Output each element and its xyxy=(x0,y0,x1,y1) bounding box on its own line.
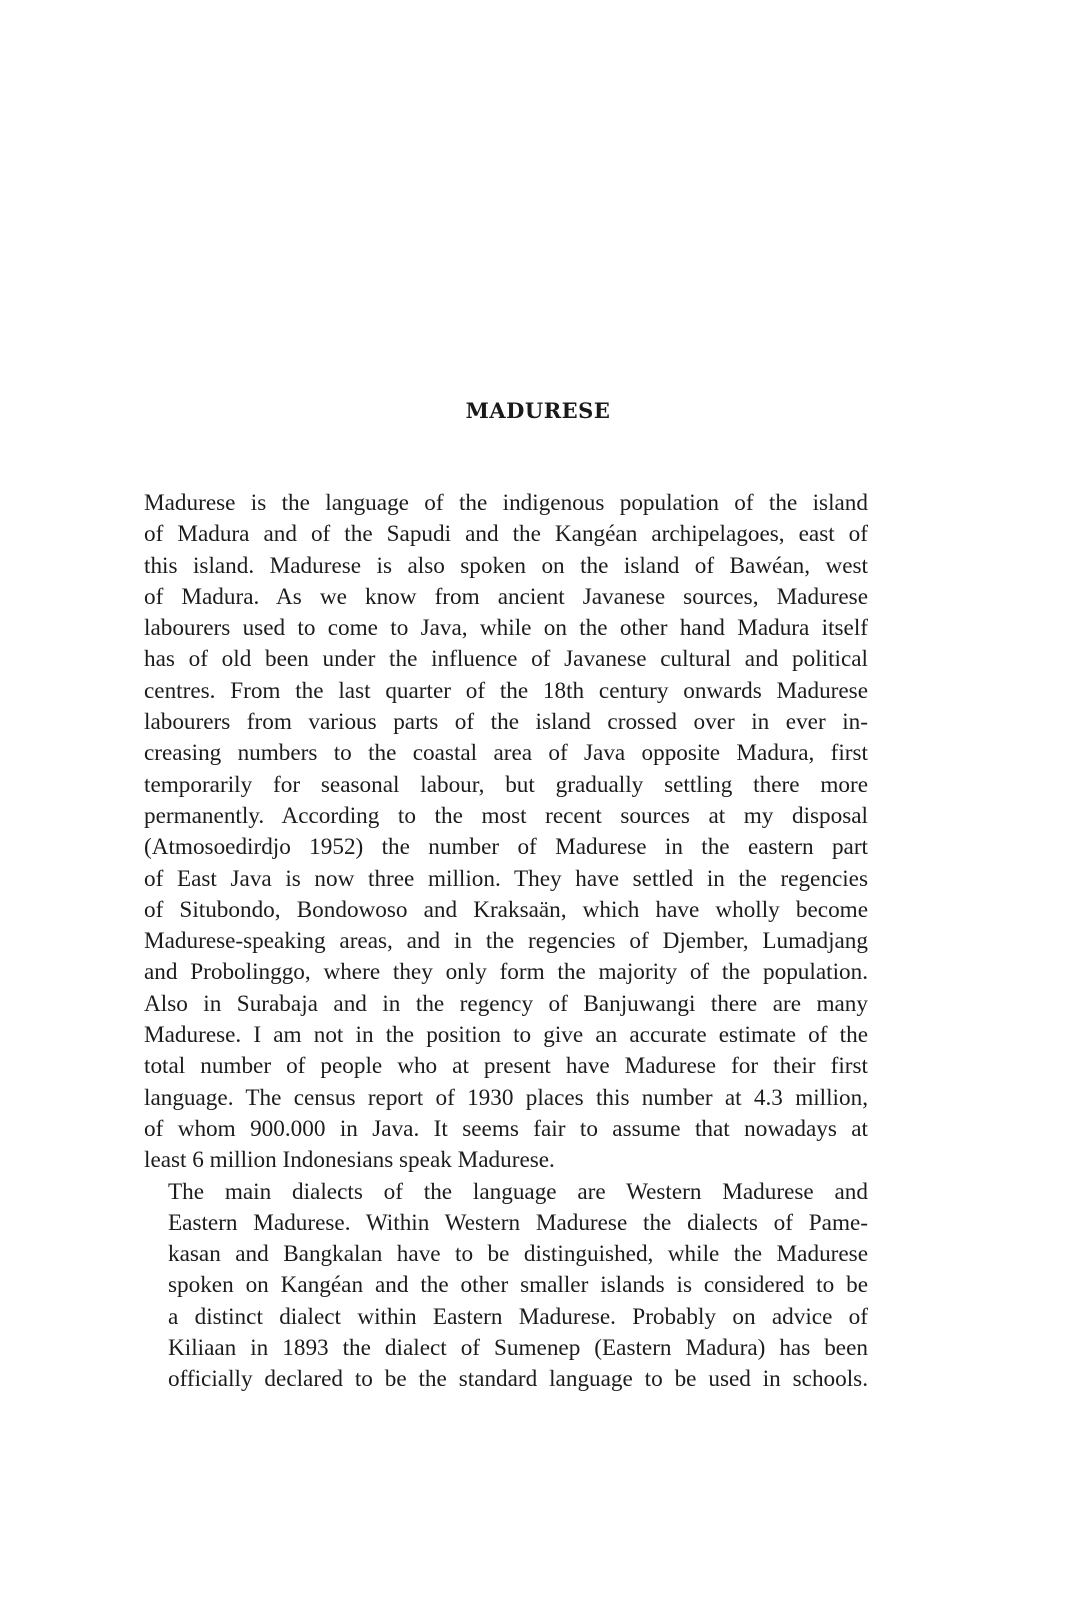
text-line: Kiliaan in 1893 the dialect of Sumenep (Eastern Madura) has been xyxy=(168,1335,868,1362)
text-line: Eastern Madurese. Within Western Madurese the dialects of Pame- xyxy=(168,1209,868,1236)
text-line: of Situbondo, Bondowoso and Kraksaän, which have wholly become xyxy=(144,896,868,923)
text-line: this island. Madurese is also spoken on the island of Bawéan, west xyxy=(144,552,868,579)
text-line: of Madura. As we know from ancient Javanese sources, Madurese xyxy=(144,583,868,610)
text-line: of whom 900.000 in Java. It seems fair to assume that nowadays at xyxy=(144,1115,868,1142)
text-line: kasan and Bangkalan have to be distinguished, while the Madurese xyxy=(168,1241,868,1268)
text-line: Madurese-speaking areas, and in the regencies of Djember, Lumadjang xyxy=(144,928,868,955)
text-line: officially declared to be the standard language to be used in schools. xyxy=(168,1366,868,1393)
text-line: a distinct dialect within Eastern Madurese. Probably on advice of xyxy=(168,1303,868,1330)
text-line: of Madura and of the Sapudi and the Kangéan archipelagoes, east of xyxy=(144,521,868,548)
page-title: MADURESE xyxy=(465,398,611,423)
text-line: temporarily for seasonal labour, but gradually settling there more xyxy=(144,771,868,798)
text-line: Also in Surabaja and in the regency of Banjuwangi there are many xyxy=(144,990,868,1017)
text-line: Madurese is the language of the indigenous population of the island xyxy=(144,490,868,516)
text-line: least 6 million Indonesians speak Madurese. xyxy=(144,1147,555,1174)
body-text xyxy=(144,488,868,1396)
paragraph-2 xyxy=(144,1177,868,1396)
text-line: Madurese. I am not in the position to give an accurate estimate of the xyxy=(144,1022,868,1049)
text-line: labourers from various parts of the island crossed over in ever in- xyxy=(144,709,868,736)
text-line: language. The census report of 1930 places this number at 4.3 million, xyxy=(144,1084,868,1111)
text-line: has of old been under the influence of Javanese cultural and political xyxy=(144,646,868,673)
text-line: of East Java is now three million. They have settled in the regencies xyxy=(144,865,868,892)
text-line: labourers used to come to Java, while on the other hand Madura itself xyxy=(144,615,868,642)
text-line: creasing numbers to the coastal area of Java opposite Madura, first xyxy=(144,740,868,767)
text-line: total number of people who at present have Madurese for their first xyxy=(144,1053,868,1080)
text-line: spoken on Kangéan and the other smaller islands is considered to be xyxy=(168,1272,868,1299)
paragraph-1 xyxy=(144,488,868,1177)
text-line: and Probolinggo, where they only form the majority of the population. xyxy=(144,959,868,986)
text-line: (Atmosoedirdjo 1952) the number of Madurese in the eastern part xyxy=(144,834,868,861)
text-line: centres. From the last quarter of the 18th century onwards Madurese xyxy=(144,677,868,704)
text-line: The main dialects of the language are Western Madurese and xyxy=(168,1178,868,1205)
text-line: permanently. According to the most recent sources at my disposal xyxy=(144,802,868,829)
